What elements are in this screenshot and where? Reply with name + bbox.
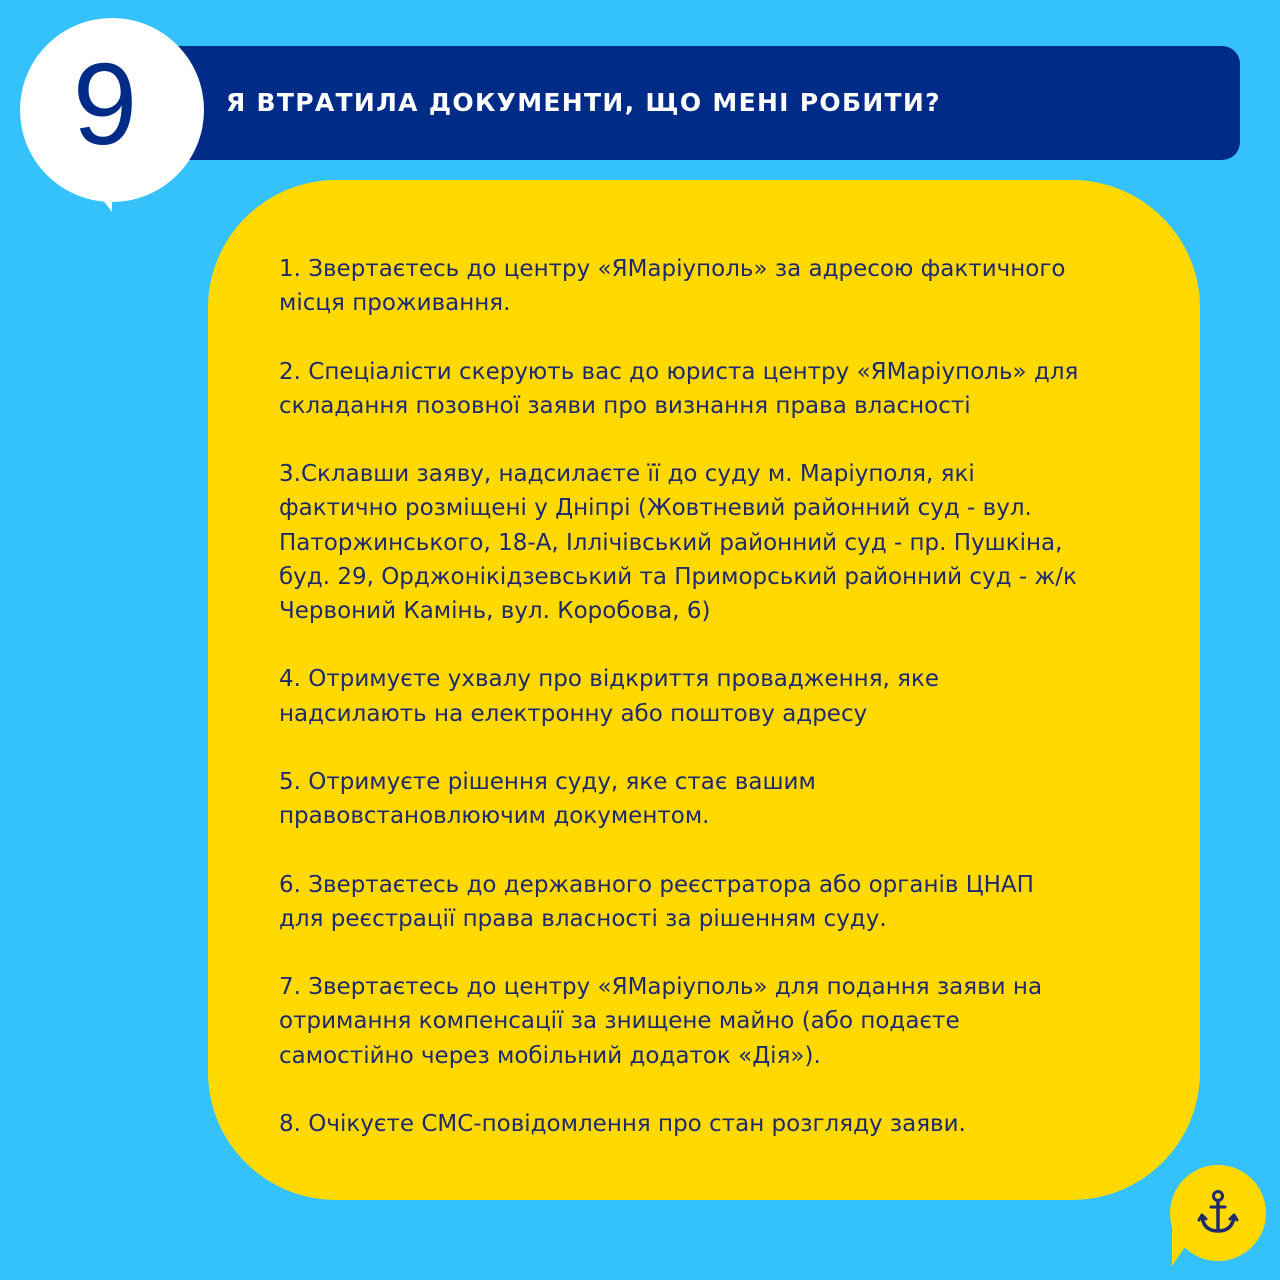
step-8: 8. Очікуєте СМС-повідомлення про стан розгляду заяви.: [279, 1110, 966, 1137]
step-2: 2. Спеціалісти скерують вас до юриста центру «ЯМаріуполь» для складання позовної заяви про визнання права власності: [279, 358, 1079, 419]
step-7: 7. Звертаєтесь до центру «ЯМаріуполь» для подання заяви на отримання компенсації за знищене майно (або подаєте самостійно через мобільний додаток «Дія»).: [279, 974, 1043, 1069]
step-6: 6. Звертаєтесь до державного реєстратора або органів ЦНАП для реєстрації права власності за рішенням суду.: [279, 871, 1034, 932]
step-3: 3.Склавши заяву, надсилаєте її до суду м. Маріуполя, які фактично розміщені у Дніпрі (Жовтневий районний суд - вул. Паторжинського, 18-А, Іллічівський районний суд - пр. Пушкіна, буд. 29, Орджонікідзевський та Приморський районний суд - ж/к Червоний Камінь, вул. Коробова, 6): [279, 461, 1077, 624]
page-title: Я ВТРАТИЛА ДОКУМЕНТИ, ЩО МЕНІ РОБИТИ?: [226, 88, 941, 117]
step-4: 4. Отримуєте ухвалу про відкриття провадження, яке надсилають на електронну або поштову адресу: [279, 666, 940, 727]
anchor-icon: [1190, 1185, 1246, 1241]
step-number: 9: [72, 39, 138, 169]
steps-list: [279, 252, 1159, 1141]
step-1: 1. Звертаєтесь до центру «ЯМаріуполь» за адресою фактичного місця проживання.: [279, 256, 1066, 317]
step-5: 5. Отримуєте рішення суду, яке стає вашим правовстановлюючим документом.: [279, 768, 816, 830]
